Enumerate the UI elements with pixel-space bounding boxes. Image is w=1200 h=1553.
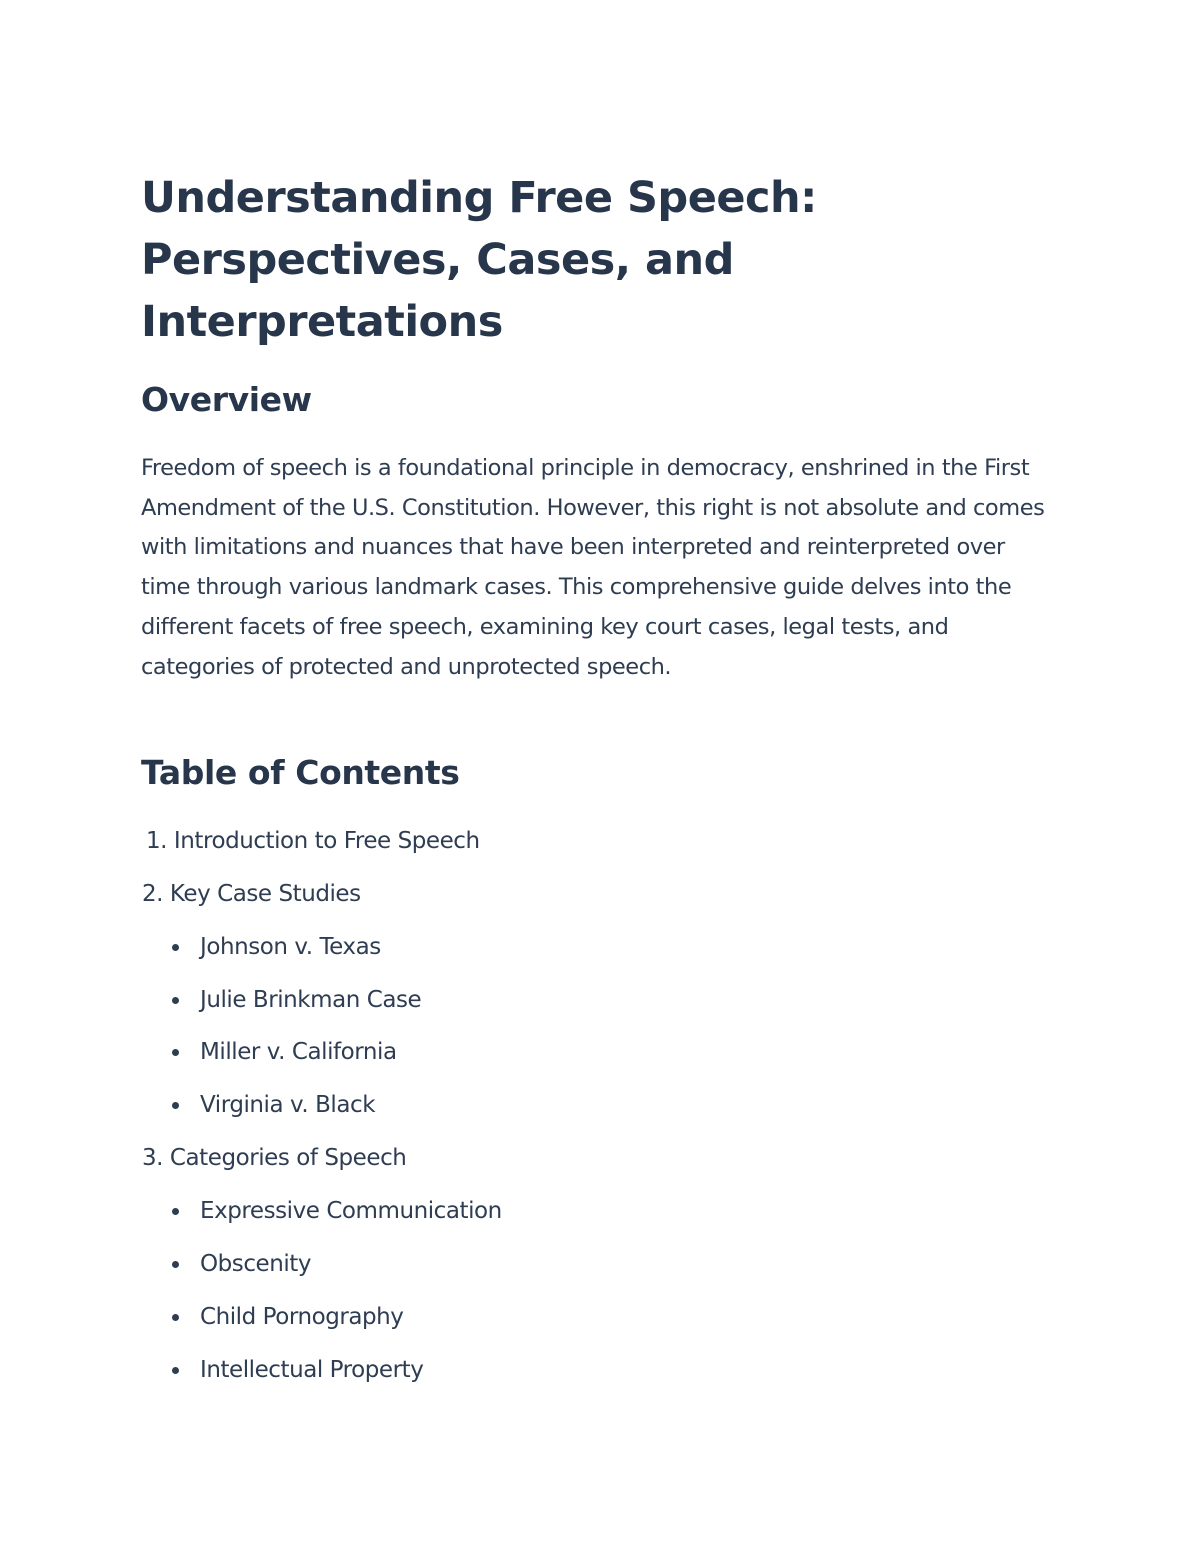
toc-subitem-virginia-v-black: Virginia v. Black [200,1092,376,1118]
bullet-icon [172,944,179,951]
toc-subitem-expressive-communication: Expressive Communication [200,1198,502,1224]
bullet-icon [172,1261,179,1268]
toc-item-key-case-studies [142,879,361,909]
toc-item-categories-of-speech [142,1143,406,1173]
overview-paragraph: Freedom of speech is a foundational principle in democracy, enshrined in the First Amendment of the U.S. Constitution. However, this right is not absolute and comes with limitations and nuances that have been interpreted and reinterpreted over time through various landmark cases. This comprehensive guide delves into the different facets of free speech, examining key court cases, legal tests, and categories of protected and unprotected speech. [141,455,1045,680]
toc-subitem-miller-v-california: Miller v. California [200,1039,397,1065]
page-title: Understanding Free Speech: Perspectives, Cases, and Interpretations [141,173,817,347]
toc-subitem-child-pornography: Child Pornography [200,1304,404,1330]
toc-subitem-johnson-v-texas: Johnson v. Texas [200,934,381,960]
toc-item-number: 1. [146,828,168,854]
toc-heading: Table of Contents [141,753,460,792]
toc-item-introduction [146,826,480,856]
bullet-icon [172,1314,179,1321]
bullet-icon [172,1367,179,1374]
toc-subitem-intellectual-property: Intellectual Property [200,1357,424,1383]
toc-item-number: 2. [142,881,164,907]
toc-item-label: Categories of Speech [169,1145,407,1171]
bullet-icon [172,1208,179,1215]
overview-heading: Overview [141,380,312,419]
toc-item-number: 3. [142,1145,164,1171]
toc-item-label: Introduction to Free Speech [173,828,480,854]
toc-subitem-julie-brinkman-case: Julie Brinkman Case [200,987,422,1013]
toc-item-label: Key Case Studies [169,881,361,907]
bullet-icon [172,997,179,1004]
toc-subitem-obscenity: Obscenity [200,1251,312,1277]
bullet-icon [172,1049,179,1056]
bullet-icon [172,1102,179,1109]
